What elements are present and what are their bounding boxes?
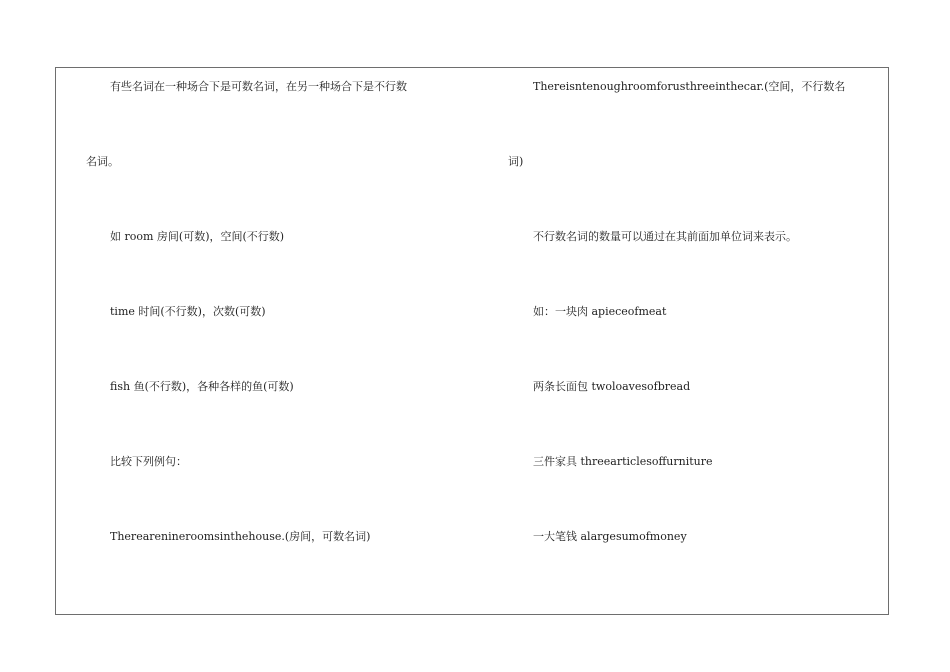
right-line-1: Thereisntenoughroomforusthreeinthecar.(空间，不行数名 <box>533 80 846 93</box>
right-line-7: 一大笔钱 alargesumofmoney <box>533 530 687 543</box>
left-line-5: fish 鱼(不行数)，各种各样的鱼(可数) <box>110 380 294 393</box>
right-line-3: 不行数名词的数量可以通过在其前面加单位词来表示。 <box>533 230 797 243</box>
right-line-4: 如：一块肉 apieceofmeat <box>533 305 667 318</box>
left-line-6: 比较下列例句： <box>110 455 187 468</box>
left-line-1: 有些名词在一种场合下是可数名词，在另一种场合下是不行数 <box>110 80 407 93</box>
left-line-4: time 时间(不行数)，次数(可数) <box>110 305 266 318</box>
left-line-7: Therearenineroomsinthehouse.(房间，可数名词) <box>110 530 371 543</box>
left-line-2: 名词。 <box>86 155 119 168</box>
right-line-2: 词) <box>508 155 524 168</box>
right-line-6: 三件家具 threearticlesoffurniture <box>533 455 713 468</box>
left-line-3: 如 room 房间(可数)，空间(不行数) <box>110 230 285 243</box>
right-line-5: 两条长面包 twoloavesofbread <box>533 380 691 393</box>
